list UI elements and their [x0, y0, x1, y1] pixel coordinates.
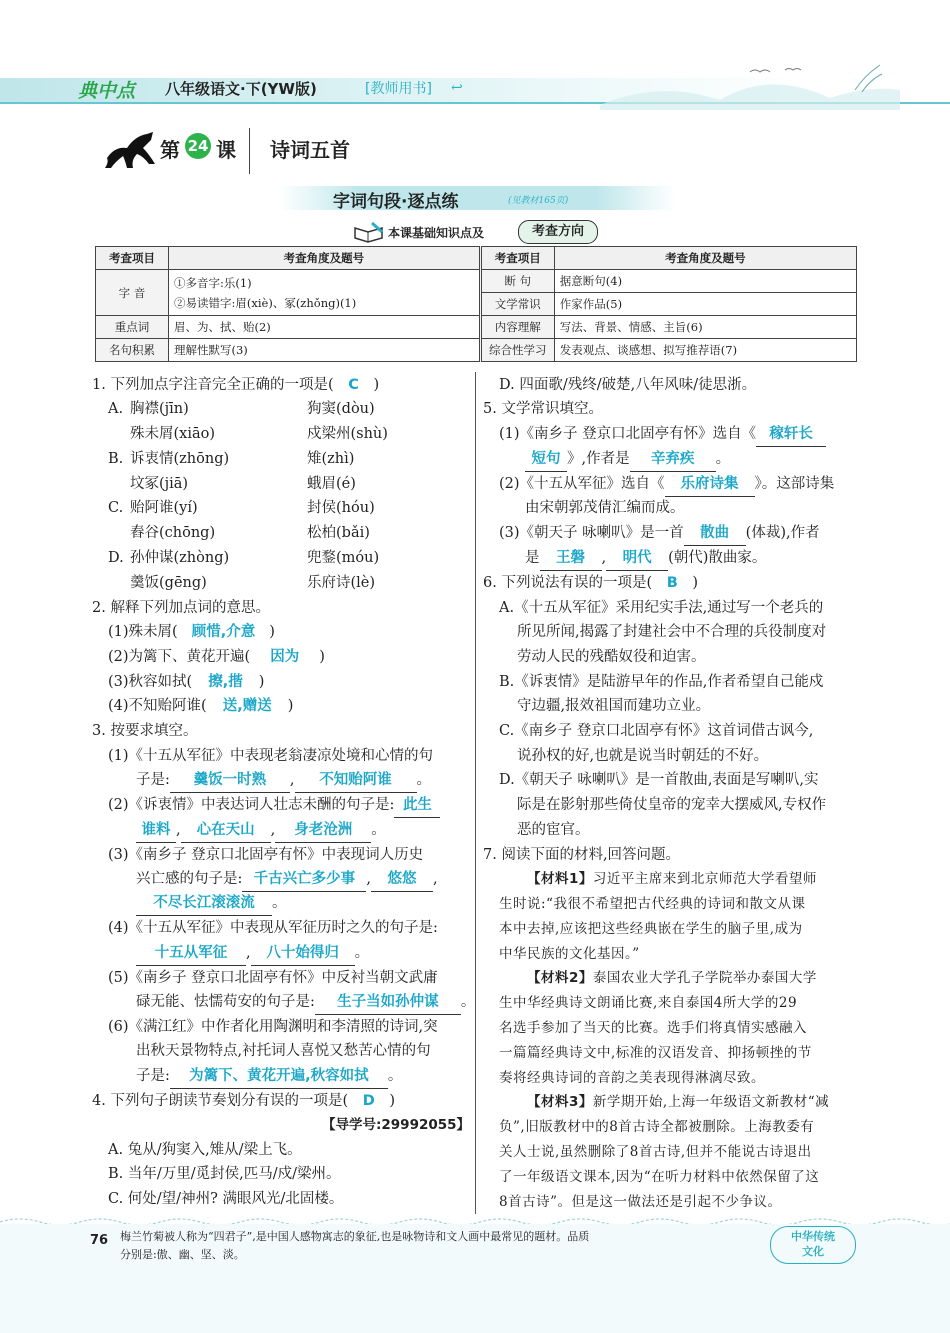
item-text: ): [269, 624, 275, 640]
table-header: 考查角度及题号: [169, 247, 481, 270]
q3-item-4-answer-line: 十五从军征 , 八十始得归 。: [136, 941, 369, 966]
option-item: 松柏(bǎi): [307, 525, 370, 541]
item-text: (3)《朝天子 咏喇叭》是一首: [499, 525, 684, 541]
option-item: A. 兔从/狗窦入,雉从/梁上飞。: [108, 1142, 302, 1158]
answer-blank: 为篱下、黄花开遍,秋容如拭: [170, 1064, 388, 1089]
answer-blank: 王磐: [540, 546, 602, 571]
answer-text: 擦,揩: [208, 674, 243, 690]
item-text: 子是:: [136, 772, 170, 788]
answer-text: 送,赠送: [222, 698, 272, 714]
option-item: D. 四面歌/残终/破楚,八年风味/徒思浙。: [499, 377, 757, 393]
page-number: 76: [90, 1233, 109, 1248]
option-label: A.: [108, 401, 124, 417]
q5-item-2-line: [499, 472, 834, 497]
option-item: B. 当年/万里/觅封侯,匹马/戍/梁州。: [108, 1166, 341, 1182]
table-header: 考查角度及题号: [554, 247, 856, 270]
item-text: (4)不知贻阿谁(: [108, 698, 207, 714]
lesson-prefix: 第: [160, 138, 180, 162]
option-item: 戍梁州(shù): [307, 426, 388, 442]
material-text: 习近平主席来到北京师范大学看望师: [592, 871, 817, 887]
material-line: 本中去掉,应该把这些经典嵌在学生的脑子里,成为: [499, 921, 803, 937]
table-cell-item: 文学常识: [480, 293, 554, 316]
option-item-line: 际是在影射那些倚仗皇帝的宠幸大摆威风,专权作: [517, 797, 827, 813]
table-row: [96, 270, 857, 293]
table-cell-line: ①多音字:乐(1): [174, 275, 252, 290]
culture-badge: [770, 1226, 856, 1264]
table-header: 考查项目: [480, 247, 554, 270]
item-text: (朝代)散曲家。: [668, 550, 767, 566]
table-header: 考查项目: [96, 247, 169, 270]
section-reference: (见教材165页): [508, 196, 569, 206]
brand-logo: 典中点: [78, 80, 136, 102]
answer-blank: 八十始得归: [251, 941, 355, 966]
landscape-decoration-icon: [600, 60, 900, 110]
table-cell-content: 发表观点、谈感想、拟写推荐语(7): [554, 339, 856, 362]
table-cell-line: ②易读错字:眉(xiè)、冢(zhǒng)(1): [174, 295, 357, 310]
option-item-line: 说孙权的好,也就是说当时朝廷的不好。: [517, 748, 769, 764]
material-line: 一篇篇经典诗文中,标准的汉语发音、抑扬顿挫的节: [499, 1045, 812, 1061]
table-row: [96, 316, 857, 339]
material-line: 生中华经典诗文朗诵比赛,来自泰国4所大学的29: [499, 995, 798, 1011]
option-item: 兜鍪(móu): [307, 550, 380, 566]
material-line: 关人士说,虽然删除了8首古诗,但并不能说古诗退出: [499, 1144, 812, 1160]
material-line: 8首古诗”。但是这一做法还是引起不少争议。: [499, 1194, 782, 1210]
option-label: D.: [108, 550, 124, 566]
q2-item-3: [108, 670, 264, 694]
option-item: A.《十五从军征》采用纪实手法,通过写一个老兵的: [499, 600, 824, 616]
answer-blank: 心在天山: [181, 818, 271, 843]
question-text: 4. 下列句子朗读节奏划分有误的一项是(: [92, 1093, 349, 1109]
table-cell-content: 理解性默写(3): [169, 339, 481, 362]
option-item: 羹饭(gēng): [130, 575, 207, 591]
option-item: 雉(zhì): [307, 451, 355, 467]
option-item: 坟冢(jiā): [130, 476, 189, 492]
table-header-row: [96, 247, 857, 270]
option-item: B.《诉衷情》是陆游早年的作品,作者希望自己能戍: [499, 674, 824, 690]
table-cell-content: 据意断句(4): [554, 270, 856, 293]
q3-item-1-answer-line: 子是: 羹饭一时熟 , 不知贻阿谁 。: [136, 768, 431, 793]
material-1: [499, 867, 817, 967]
item-text: (2)为篱下、黄花开遍(: [108, 649, 251, 665]
material-line: [499, 867, 817, 892]
answer-blank: 羹饭一时熟: [170, 768, 290, 793]
material-line: 名选手参加了当天的比赛。选手们将真情实感融入: [499, 1020, 807, 1036]
item-text: 子是:: [136, 1068, 170, 1084]
q3-item-6-line: (6)《满江红》中作者化用陶渊明和李清照的诗词,突: [108, 1019, 438, 1035]
item-text: 》,作者是: [567, 451, 630, 467]
material-line: 了一年级语文课本,因为“在听力材料中依然保留了这: [499, 1169, 820, 1185]
answer-blank: 悠悠: [371, 867, 433, 892]
answer-text: 因为: [270, 649, 300, 665]
item-text: (1)《南乡子 登京口北固亭有怀》选自《: [499, 426, 757, 442]
table-cell-item: 断 句: [480, 270, 554, 293]
answer-choice: B: [666, 575, 678, 591]
q2-item-2: [108, 645, 325, 669]
question-1-stem: [92, 373, 379, 397]
table-cell-content: [169, 270, 481, 316]
item-text: (1)殊未屑(: [108, 624, 178, 640]
item-text: (2)《诉衷情》中表达词人壮志未酬的句子是:: [108, 797, 395, 813]
option-label: B.: [108, 451, 124, 467]
option-item: 封侯(hóu): [307, 500, 375, 516]
question-7-stem: 7. 阅读下面的材料,回答问题。: [483, 847, 681, 863]
item-text: (体裁),作者: [745, 525, 820, 541]
teacher-edition-tag: [教师用书]: [365, 81, 432, 97]
answer-blank: 身老沧洲: [275, 818, 371, 843]
option-label: C.: [108, 500, 124, 516]
question-2-stem: 2. 解释下列加点词的意思。: [92, 600, 270, 616]
q5-item-3-line: [499, 521, 820, 546]
answer-blank: 明代: [606, 546, 668, 571]
answer-blank: 谁料: [136, 818, 176, 843]
option-item: 诉衷情(zhōng): [130, 451, 230, 467]
q3-item-1-line: (1)《十五从军征》中表现老翁凄凉处境和心情的句: [108, 748, 434, 764]
item-text: ): [319, 649, 325, 665]
return-arrow-icon: ↩: [451, 80, 463, 96]
question-5-stem: 5. 文学常识填空。: [483, 401, 603, 417]
option-item: 胸襟(jīn): [130, 401, 189, 417]
knowledge-table: [95, 246, 857, 362]
answer-blank: 不知贻阿谁: [295, 768, 417, 793]
q3-item-3-answer-line-2: 不尽长江滚滚流 。: [136, 891, 287, 916]
table-cell-item: 重点词: [96, 316, 169, 339]
option-item: 乐府诗(lè): [307, 575, 376, 591]
option-item-line: 所见所闻,揭露了封建社会中不合理的兵役制度对: [517, 624, 827, 640]
material-line: 中华民族的文化基因。”: [499, 946, 640, 962]
answer-blank: 短句: [525, 447, 567, 472]
q3-item-6-answer-line: 子是: 为篱下、黄花开遍,秋容如拭 。: [136, 1064, 402, 1089]
option-item-line: 守边疆,报效祖国而建功立业。: [517, 698, 711, 714]
book-title: 八年级语文·下(YW版): [165, 80, 317, 98]
item-text: ): [258, 674, 265, 690]
item-text: ): [287, 698, 294, 714]
table-cell-content: 写法、背景、情感、主旨(6): [554, 316, 856, 339]
material-2: [499, 966, 817, 1091]
horse-icon: [103, 128, 159, 172]
option-item: 舂谷(chōng): [130, 525, 216, 541]
question-4-stem: [92, 1089, 395, 1113]
q5-item-3-answer-line: 是 王磐 , 明代 (朝代)散曲家。: [525, 546, 766, 571]
option-item-line: 劳动人民的残酷奴役和迫害。: [517, 649, 706, 665]
table-cell-item: 名句积累: [96, 339, 169, 362]
material-line: 负”,旧版教材中的8首古诗全都被删除。上海教委有: [499, 1119, 815, 1135]
q3-item-5-line: (5)《南乡子 登京口北固亭有怀》中反衬当朝文武庸: [108, 970, 438, 986]
table-cell-item: 综合性学习: [480, 339, 554, 362]
q2-item-1: [108, 620, 275, 644]
q3-item-3-answer-line: 兴亡感的句子是: 千古兴亡多少事 , 悠悠 ,: [136, 867, 438, 892]
option-item: 殊未屑(xiāo): [130, 426, 216, 442]
answer-blank: 辛弃疾: [630, 447, 716, 472]
q3-item-2-line: [108, 793, 440, 818]
q3-item-3-line: (3)《南乡子 登京口北固亭有怀》中表现词人历史: [108, 847, 424, 863]
q3-item-2-answer-line: 谁料 , 心在天山 , 身老沧洲 。: [136, 818, 386, 843]
material-text: 泰国农业大学孔子学院举办泰国大学: [592, 970, 817, 986]
option-item: C.《南乡子 登京口北固亭有怀》这首词借古讽今,: [499, 723, 814, 739]
answer-blank: 稼轩长: [756, 422, 826, 447]
material-3: [499, 1090, 829, 1215]
footer-note-line: 梅兰竹菊被人称为“四君子”,是中国人感物寓志的象征,也是咏物诗和文人画中最常见的题材。品质: [120, 1230, 590, 1243]
material-line: 奏将经典诗词的音韵之美表现得淋漓尽致。: [499, 1070, 765, 1086]
answer-blank: 乐府诗集: [665, 472, 755, 497]
table-cell-item: 内容理解: [480, 316, 554, 339]
book-pen-icon: [352, 220, 386, 246]
material-text: 新学期开始,上海一年级语文新教材“减: [592, 1094, 830, 1110]
material-line: 生时说:“我很不希望把古代经典的诗词和散文从课: [499, 896, 806, 912]
item-text: 是: [525, 550, 540, 566]
option-item: 蛾眉(é): [307, 476, 356, 492]
lesson-title: 诗词五首: [270, 138, 350, 162]
question-text: 1. 下列加点字注音完全正确的一项是(: [92, 377, 334, 393]
option-item-line: 恶的宦官。: [517, 822, 590, 838]
option-item: 贻阿谁(yí): [130, 500, 198, 516]
column-divider: [475, 372, 476, 1214]
q5-item-1-line: [499, 422, 826, 447]
item-text: (2)《十五从军征》选自《: [499, 476, 665, 492]
question-6-stem: [483, 571, 698, 595]
option-item: 狗窦(dòu): [307, 401, 375, 417]
material-label: 【材料2】: [527, 970, 593, 986]
option-item: 孙仲谋(zhòng): [130, 550, 230, 566]
table-cell-item: 字 音: [96, 270, 169, 316]
q3-item-5-answer-line: 碌无能、怯懦苟安的句子是: 生子当如孙仲谋 。: [136, 990, 475, 1015]
answer-choice: D: [362, 1093, 375, 1109]
q5-item-2-line-2: 由宋朝郭茂倩汇编而成。: [525, 500, 685, 516]
title-divider: [249, 128, 250, 174]
knowledge-points-label: 本课基础知识点及: [388, 226, 485, 240]
material-line: [499, 1090, 829, 1115]
table-cell-content: 作家作品(5): [554, 293, 856, 316]
option-item: D.《朝天子 咏喇叭》是一首散曲,表面是写喇叭,实: [499, 772, 819, 788]
answer-blank: 十五从军征: [136, 941, 246, 966]
item-text: (3)秋容如拭(: [108, 674, 193, 690]
badge-line: 文化: [802, 1245, 824, 1258]
lesson-number-badge: 24: [185, 133, 211, 159]
bracket-close: ): [692, 575, 699, 591]
answer-text: 顾惜,介意: [191, 624, 256, 640]
q5-item-1-answer-line: 短句 》,作者是 辛弃疾 。: [525, 447, 730, 472]
footer-culture-note: [120, 1228, 760, 1264]
question-text: 6. 下列说法有误的一项是(: [483, 575, 653, 591]
question-3-stem: 3. 按要求填空。: [92, 723, 198, 739]
option-item: C. 何处/望/神州? 满眼风光/北固楼。: [108, 1191, 344, 1207]
material-line: [499, 966, 817, 991]
q3-item-4-line: (4)《十五从军征》中表现从军征历时之久的句子是:: [108, 920, 438, 936]
table-row: [96, 339, 857, 362]
q3-item-6-line-2: 出秋天景物特点,衬托词人喜悦又愁苦心情的句: [136, 1043, 431, 1059]
answer-blank: 生子当如孙仲谋: [315, 990, 461, 1015]
table-cell-content: 眉、为、拭、贻(2): [169, 316, 481, 339]
item-text: 兴亡感的句子是:: [136, 871, 243, 887]
material-label: 【材料3】: [527, 1094, 593, 1110]
answer-blank: 此生: [394, 793, 440, 818]
bracket-close: ): [389, 1093, 396, 1109]
section-title: 字词句段·逐点练: [333, 192, 459, 212]
answer-blank: 千古兴亡多少事: [242, 867, 366, 892]
answer-blank: 散曲: [684, 521, 746, 546]
answer-blank: 不尽长江滚滚流: [136, 891, 272, 916]
exam-direction-badge: 考查方向: [518, 220, 598, 244]
material-label: 【材料1】: [527, 871, 593, 887]
guide-number: 【导学号:29992055】: [322, 1117, 471, 1133]
q2-item-4: [108, 694, 293, 718]
item-text: 碌无能、怯懦苟安的句子是:: [136, 994, 315, 1010]
item-text: 》。这部诗集: [754, 476, 835, 492]
badge-line: 中华传统: [791, 1230, 835, 1243]
lesson-suffix: 课: [216, 138, 236, 162]
bracket-close: ): [373, 377, 380, 393]
answer-choice: C: [348, 377, 359, 393]
footer-note-line: 分别是:傲、幽、坚、淡。: [120, 1248, 245, 1261]
